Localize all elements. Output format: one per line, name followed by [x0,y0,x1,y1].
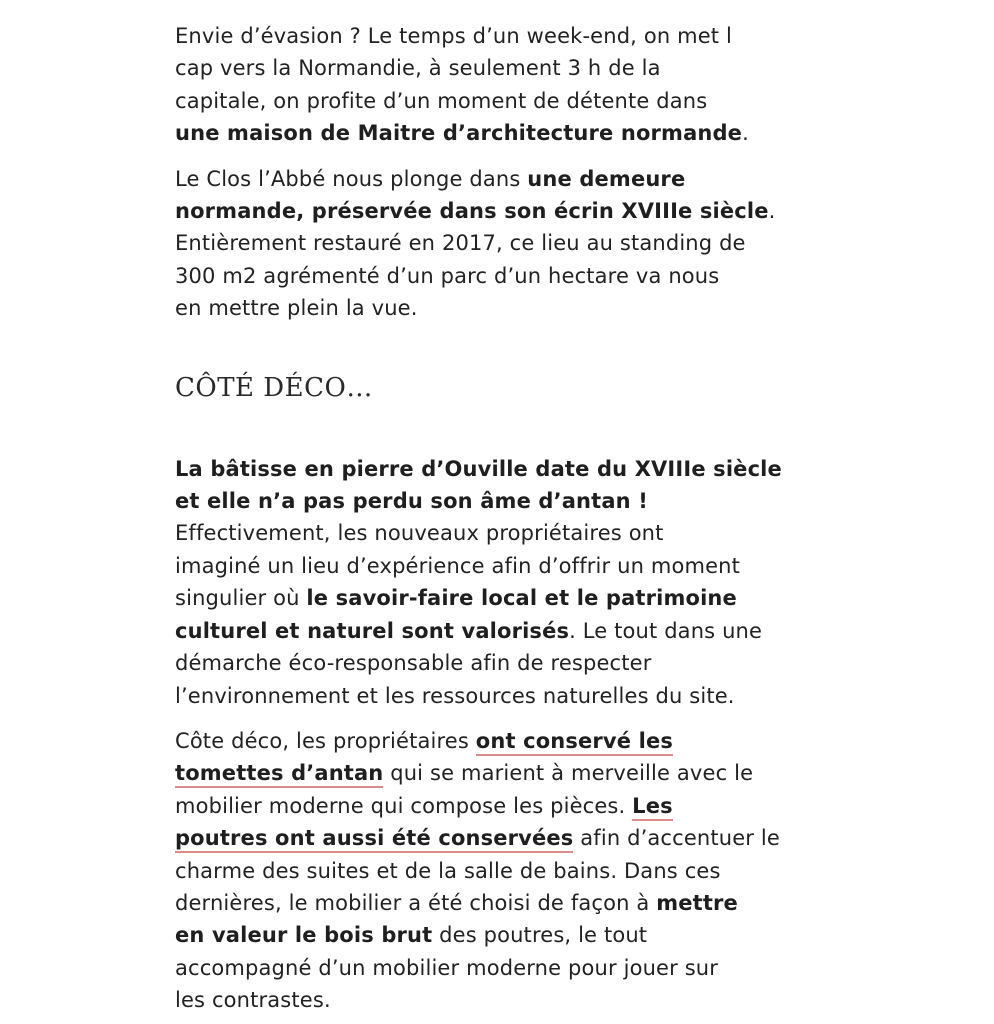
text-line [175,822,815,854]
text-line: l’environnement et les ressources naturelles du site. [175,683,735,708]
text-line [175,195,815,227]
bold-phrase: une demeure [527,166,686,191]
text-fragment: qui se marient à merveille avec le [383,761,754,786]
bold-phrase: et elle n’a pas perdu son âme d’antan ! [175,489,648,514]
text-line [175,117,815,149]
text-fragment: Le Clos l’Abbé nous plonge dans [175,166,528,191]
text-line [175,615,815,647]
text-fragment: afin d’accentuer le [573,826,780,851]
text-fragment: dernières, le mobilier a été choisi de façon à [175,890,657,915]
bold-phrase: culturel et naturel sont valorisés [175,618,570,643]
text-line: Envie d’évasion ? Le temps d’un week-end, on met l [175,24,732,48]
text-fragment: mobilier moderne qui compose les pièces. [175,793,633,818]
text-line [175,887,815,919]
text-line: les contrastes. [175,988,331,1013]
bold-phrase: en valeur le bois brut [175,923,433,948]
tomettes-link[interactable]: ont conservé les [476,729,673,756]
text-line [175,453,815,485]
bold-phrase: une maison de Maitre d’architecture normande [175,121,743,146]
text-line [175,163,815,195]
text-fragment: . [768,199,776,224]
clos-abbe-paragraph [175,163,815,325]
text-fragment: . Le tout dans une [569,618,763,643]
text-line [175,919,815,951]
section-heading: CÔTÉ DÉCO… [175,372,373,403]
text-line: 300 m2 agrémenté d’un parc d’un hectare va nous [175,263,720,288]
text-line: Entièrement restauré en 2017, ce lieu au standing de [175,231,746,256]
tomettes-link-continued[interactable]: tomettes d’antan [175,761,383,788]
article-body [175,20,815,1017]
bold-phrase: le savoir-faire local et le patrimoine [306,586,737,611]
text-line: capitale, on profite d’un moment de détente dans [175,88,708,113]
text-line [175,485,815,517]
text-line: charme des suites et de la salle de bains. Dans ces [175,858,721,883]
text-line: cap vers la Normandie, à seulement 3 h de la [175,56,661,81]
text-line: en mettre plein la vue. [175,296,418,321]
poutres-link-continued[interactable]: poutres ont aussi été conservées [175,826,573,853]
text-line: accompagné d’un mobilier moderne pour jouer sur [175,955,719,980]
text-line [175,757,815,789]
deco-paragraph [175,725,815,1017]
intro-paragraph [175,20,815,150]
batisse-paragraph [175,453,815,712]
text-fragment: Côte déco, les propriétaires [175,728,476,753]
bold-phrase: mettre [656,890,738,915]
text-line: démarche éco-responsable afin de respecter [175,651,652,676]
text-fragment: . [742,121,749,146]
text-line [175,790,815,822]
bold-phrase: La bâtisse en pierre d’Ouville date du XVIIIe siècle [175,456,782,481]
text-fragment: des poutres, le tout [432,923,648,948]
text-line [175,725,815,757]
text-line: imaginé un lieu d’expérience afin d’offrir un moment [175,553,740,578]
text-line [175,582,815,614]
bold-phrase: normande, préservée dans son écrin XVIIIe siècle [175,199,769,224]
text-fragment: singulier où [175,586,307,611]
poutres-link[interactable]: Les [632,794,673,821]
text-line: Effectivement, les nouveaux propriétaires ont [175,521,664,546]
